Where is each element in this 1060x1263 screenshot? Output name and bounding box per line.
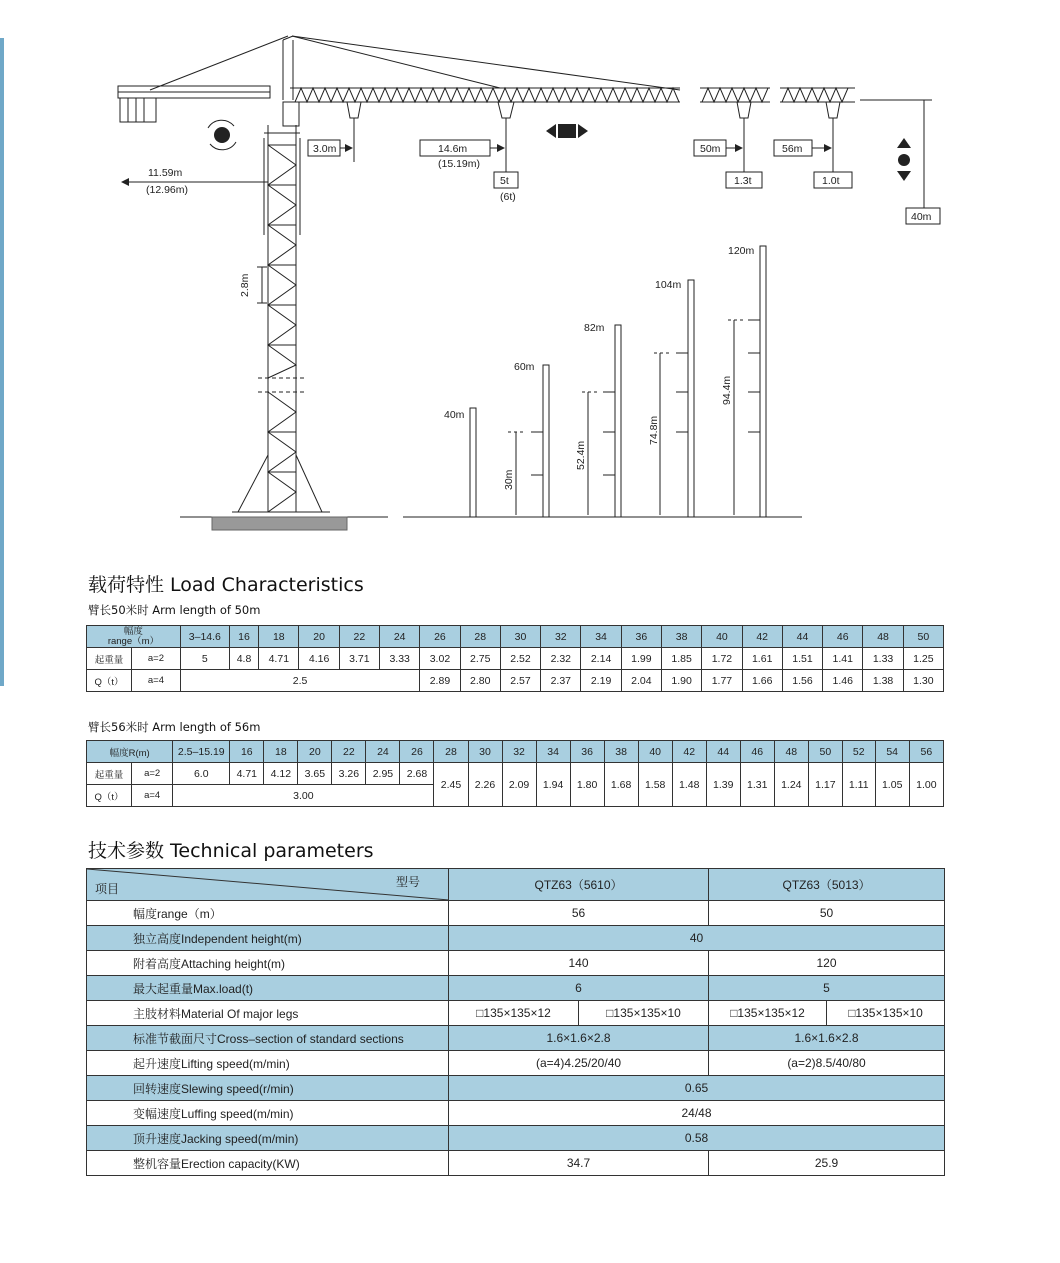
- table-row: [87, 901, 945, 926]
- range-cell: 28: [434, 741, 468, 763]
- load-cell-merged: 3.00: [173, 785, 434, 807]
- range-cell: 40: [638, 741, 672, 763]
- load-cell: 2.89: [420, 670, 460, 692]
- trolley-1: [347, 102, 361, 130]
- q-label: 起重量: [87, 763, 132, 785]
- load-section-title: 载荷特性 Load Characteristics: [88, 574, 364, 596]
- spacing-label-52: 52.4m: [575, 440, 587, 470]
- table-row: [87, 670, 944, 692]
- range-cell: 3–14.6: [180, 626, 229, 648]
- radius-56: 56m: [782, 143, 803, 155]
- item-header: 项目: [95, 882, 120, 896]
- load-cell: 4.71: [230, 763, 264, 785]
- range-cell: 32: [502, 741, 536, 763]
- spacing-label-74: 74.8m: [648, 415, 660, 445]
- table-row: [87, 951, 945, 976]
- load-cell: 4.71: [259, 648, 299, 670]
- load-56: 1.0t: [822, 175, 840, 187]
- tower-crane-diagram: [0, 0, 1060, 540]
- table-row: [87, 1101, 945, 1126]
- param-value: 34.7: [449, 1151, 709, 1176]
- param-value: (a=4)4.25/20/40: [449, 1051, 709, 1076]
- radius-1: 14.6m: [438, 143, 468, 155]
- load-cell: 2.95: [366, 763, 400, 785]
- load-table-50m: [86, 625, 944, 692]
- load-cell: 1.39: [706, 763, 740, 807]
- range-cell: 36: [570, 741, 604, 763]
- range-cell: 34: [581, 626, 621, 648]
- a4-label: a=4: [132, 785, 173, 807]
- load-cell: 2.75: [460, 648, 500, 670]
- trolley-3: [737, 102, 751, 128]
- height-bars: [403, 246, 802, 517]
- range-header: 幅度R(m): [87, 741, 173, 763]
- param-value: 40: [449, 926, 945, 951]
- load-cell: 1.77: [702, 670, 742, 692]
- param-label: 主肢材料Material Of major legs: [87, 1001, 449, 1026]
- load-cell: 1.48: [672, 763, 706, 807]
- trolley-travel-icon: [546, 124, 588, 138]
- load-cell: 1.46: [823, 670, 863, 692]
- range-cell: 38: [661, 626, 701, 648]
- load-cell: 4.16: [299, 648, 339, 670]
- range-cell: 16: [229, 626, 258, 648]
- param-value: 50: [709, 901, 945, 926]
- load-cell: 3.71: [339, 648, 379, 670]
- table-row: [87, 869, 945, 901]
- range-cell: 44: [706, 741, 740, 763]
- table-row: [87, 1001, 945, 1026]
- param-value: □135×135×10: [827, 1001, 945, 1026]
- load-cell: 2.26: [468, 763, 502, 807]
- counter-jib-length: 11.59m: [148, 167, 183, 179]
- slewing-icon: [214, 127, 230, 143]
- a2-label: a=2: [132, 763, 173, 785]
- trolley-4: [826, 102, 840, 128]
- load-cell: 3.26: [332, 763, 366, 785]
- table-row: [87, 1151, 945, 1176]
- param-value: 140: [449, 951, 709, 976]
- load-cell: 1.61: [742, 648, 782, 670]
- load-cell: 1.51: [782, 648, 822, 670]
- load-cell: 2.04: [621, 670, 661, 692]
- table-row: [87, 626, 944, 648]
- load-cell: 2.57: [500, 670, 540, 692]
- load-cell: 1.24: [774, 763, 808, 807]
- load-cell: 4.12: [264, 763, 298, 785]
- param-value: (a=2)8.5/40/80: [709, 1051, 945, 1076]
- jib: [290, 36, 855, 102]
- load-cell: 2.32: [541, 648, 581, 670]
- table-row: [87, 926, 945, 951]
- param-label: 最大起重量Max.load(t): [87, 976, 449, 1001]
- height-label-104: 104m: [655, 279, 682, 291]
- range-cell: 38: [604, 741, 638, 763]
- range-cell: 36: [621, 626, 661, 648]
- param-label: 顶升速度Jacking speed(m/min): [87, 1126, 449, 1151]
- table-row: [87, 648, 944, 670]
- load-cell: 3.02: [420, 648, 460, 670]
- spacing-label-30: 30m: [503, 469, 515, 490]
- diagonal-divider: [87, 869, 449, 900]
- load-cell: 1.11: [842, 763, 875, 807]
- range-cell: 28: [460, 626, 500, 648]
- load-cell: 1.56: [782, 670, 822, 692]
- param-value: 5: [709, 976, 945, 1001]
- load-cell: 1.85: [661, 648, 701, 670]
- param-label: 整机容量Erection capacity(KW): [87, 1151, 449, 1176]
- spacing-label-94: 94.4m: [721, 375, 733, 405]
- q-unit: Q（t）: [87, 785, 132, 807]
- param-value: 25.9: [709, 1151, 945, 1176]
- load-cell: 2.80: [460, 670, 500, 692]
- load-cell: 2.14: [581, 648, 621, 670]
- range-cell: 16: [230, 741, 264, 763]
- param-label: 回转速度Slewing speed(r/min): [87, 1076, 449, 1101]
- load-cell: 1.66: [742, 670, 782, 692]
- hoist-icon: [897, 138, 911, 181]
- load-cell: 1.90: [661, 670, 701, 692]
- a2-label: a=2: [132, 648, 181, 670]
- load-cell: 1.99: [621, 648, 661, 670]
- range-cell: 34: [536, 741, 570, 763]
- load-cell: 1.05: [875, 763, 909, 807]
- counter-jib-length-alt: (12.96m): [146, 184, 189, 196]
- param-label: 幅度range（m）: [87, 901, 449, 926]
- param-value: □135×135×12: [709, 1001, 827, 1026]
- range-cell: 30: [468, 741, 502, 763]
- load-cell: 1.30: [903, 670, 943, 692]
- load-cell-merged: 2.5: [180, 670, 419, 692]
- mast-section-length: 2.8m: [239, 273, 251, 297]
- range-cell: 18: [259, 626, 299, 648]
- tech-section-title: 技术参数 Technical parameters: [88, 840, 374, 862]
- range-cell: 50: [808, 741, 842, 763]
- load-cell: 1.58: [638, 763, 672, 807]
- tech-header-corner: [87, 869, 449, 901]
- range-cell: 30: [500, 626, 540, 648]
- param-label: 变幅速度Luffing speed(m/min): [87, 1101, 449, 1126]
- load-cell: 2.68: [400, 763, 434, 785]
- table-row: [87, 1026, 945, 1051]
- operator-cab: [283, 102, 299, 126]
- load-1-alt: (6t): [500, 191, 516, 203]
- load-cell: 6.0: [173, 763, 230, 785]
- range-cell: 24: [380, 626, 420, 648]
- height-label-40: 40m: [444, 409, 465, 421]
- range-cell: 26: [400, 741, 434, 763]
- param-value: 0.65: [449, 1076, 945, 1101]
- param-value: 56: [449, 901, 709, 926]
- arm-56-caption: 臂长56米时 Arm length of 56m: [88, 720, 261, 734]
- range-cell: 46: [740, 741, 774, 763]
- range-cell: 48: [774, 741, 808, 763]
- param-label: 标准节截面尺寸Cross–section of standard sections: [87, 1026, 449, 1051]
- load-cell: 2.37: [541, 670, 581, 692]
- table-row: [87, 976, 945, 1001]
- load-cell: 1.80: [570, 763, 604, 807]
- table-row: [87, 1076, 945, 1101]
- free-height: 40m: [911, 211, 932, 223]
- tip-distance: 3.0m: [313, 143, 337, 155]
- range-cell: 24: [366, 741, 400, 763]
- load-cell: 1.68: [604, 763, 638, 807]
- mast: [258, 125, 306, 512]
- load-cell: 1.72: [702, 648, 742, 670]
- model-col-2: QTZ63（5013）: [709, 869, 945, 901]
- q-unit: Q（t）: [87, 670, 132, 692]
- range-cell: 46: [823, 626, 863, 648]
- range-cell: 42: [672, 741, 706, 763]
- param-value: 6: [449, 976, 709, 1001]
- param-value: 0.58: [449, 1126, 945, 1151]
- range-cell: 20: [298, 741, 332, 763]
- range-cell: 50: [903, 626, 943, 648]
- height-label-120: 120m: [728, 245, 755, 257]
- table-row: [87, 763, 944, 785]
- load-cell: 1.00: [909, 763, 943, 807]
- load-cell: 3.33: [380, 648, 420, 670]
- height-label-82: 82m: [584, 322, 605, 334]
- load-cell: 5: [180, 648, 229, 670]
- range-header: 幅度 range（m）: [87, 626, 181, 648]
- height-label-60: 60m: [514, 361, 535, 373]
- load-cell: 3.65: [298, 763, 332, 785]
- range-cell: 54: [875, 741, 909, 763]
- param-value: 1.6×1.6×2.8: [709, 1026, 945, 1051]
- load-cell: 1.31: [740, 763, 774, 807]
- load-table-56m: [86, 740, 944, 807]
- load-cell: 1.33: [863, 648, 903, 670]
- range-cell: 32: [541, 626, 581, 648]
- trolley-2: [498, 102, 514, 130]
- range-cell: 2.5–15.19: [173, 741, 230, 763]
- load-cell: 1.38: [863, 670, 903, 692]
- load-cell: 1.17: [808, 763, 842, 807]
- param-value: □135×135×10: [579, 1001, 709, 1026]
- range-cell: 48: [863, 626, 903, 648]
- table-row: [87, 1051, 945, 1076]
- load-cell: 2.45: [434, 763, 468, 807]
- range-cell: 22: [332, 741, 366, 763]
- load-1: 5t: [500, 175, 509, 187]
- load-cell: 2.09: [502, 763, 536, 807]
- range-cell: 52: [842, 741, 875, 763]
- radius-50: 50m: [700, 143, 721, 155]
- foundation: [212, 517, 347, 530]
- a4-label: a=4: [132, 670, 181, 692]
- range-cell: 56: [909, 741, 943, 763]
- model-header: 型号: [395, 875, 420, 889]
- range-cell: 22: [339, 626, 379, 648]
- load-cell: 1.41: [823, 648, 863, 670]
- param-label: 附着高度Attaching height(m): [87, 951, 449, 976]
- range-cell: 20: [299, 626, 339, 648]
- model-col-1: QTZ63（5610）: [449, 869, 709, 901]
- q-label: 起重量: [87, 648, 132, 670]
- load-cell: 1.94: [536, 763, 570, 807]
- range-cell: 18: [264, 741, 298, 763]
- load-cell: 2.52: [500, 648, 540, 670]
- counterweight: [120, 98, 156, 122]
- radius-1-alt: (15.19m): [438, 158, 481, 170]
- range-cell: 40: [702, 626, 742, 648]
- load-cell: 2.19: [581, 670, 621, 692]
- range-cell: 44: [782, 626, 822, 648]
- tech-table: [86, 868, 945, 1176]
- range-cell: 42: [742, 626, 782, 648]
- param-value: 120: [709, 951, 945, 976]
- load-cell: 4.8: [229, 648, 258, 670]
- table-row: [87, 1126, 945, 1151]
- param-value: □135×135×12: [449, 1001, 579, 1026]
- range-cell: 26: [420, 626, 460, 648]
- table-row: [87, 741, 944, 763]
- param-label: 起升速度Lifting speed(m/min): [87, 1051, 449, 1076]
- param-value: 24/48: [449, 1101, 945, 1126]
- param-label: 独立高度Independent height(m): [87, 926, 449, 951]
- arm-50-caption: 臂长50米时 Arm length of 50m: [88, 603, 261, 617]
- param-value: 1.6×1.6×2.8: [449, 1026, 709, 1051]
- load-cell: 1.25: [903, 648, 943, 670]
- load-50: 1.3t: [734, 175, 752, 187]
